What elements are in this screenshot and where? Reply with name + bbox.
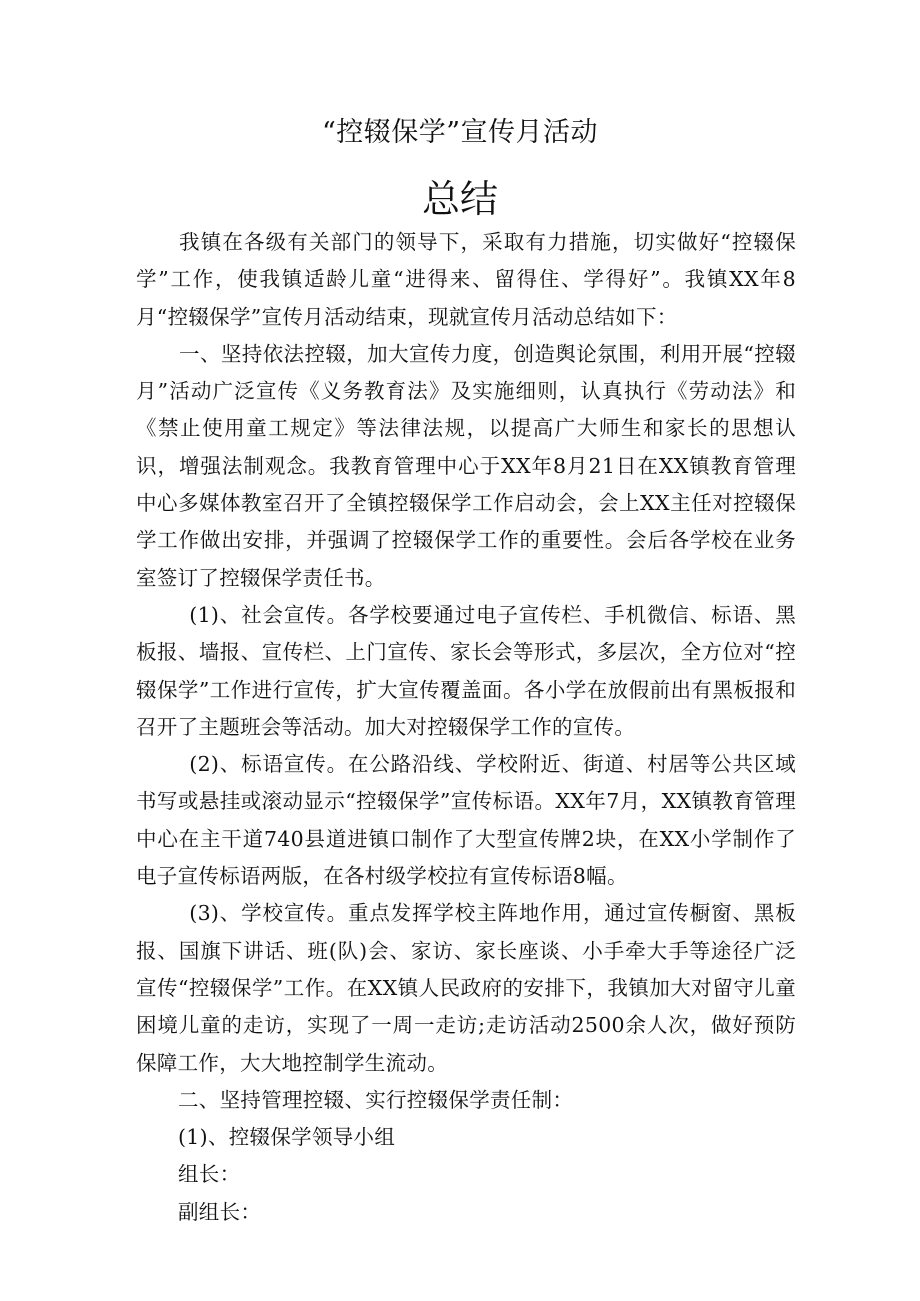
paragraph-section-2: 二、坚持管理控辍、实行控辍保学责任制： bbox=[178, 1087, 574, 1112]
document-title: “控辍保学”宣传月活动 bbox=[321, 117, 599, 148]
document-subtitle: 总结 bbox=[421, 177, 498, 221]
paragraph-slogan-publicity: (2)、标语宣传。在公路沿线、学校附近、街道、村居等公共区域书写或悬挂或滚动显示“控辍保学”宣传标语。XX年7月，XX镇教育管理中心在主干道740县道进镇口制作了大型宣传牌2块，在XX小学制作了电子宣传标语两版，在各村级学校拉有宣传标语8幅。 bbox=[136, 752, 796, 889]
paragraph-leading-group: (1)、控辍保学领导小组 bbox=[178, 1125, 396, 1150]
paragraph-social-publicity: (1)、社会宣传。各学校要通过电子宣传栏、手机微信、标语、黑板报、墙报、宣传栏、上门宣传、家长会等形式，多层次，全方位对“控辍保学”工作进行宣传，扩大宣传覆盖面。各小学在放假前出有黑板报和召开了主题班会等活动。加大对控辍保学工作的宣传。 bbox=[136, 602, 796, 739]
document-body bbox=[136, 224, 796, 1231]
paragraph-deputy-leader: 副组长： bbox=[178, 1199, 262, 1224]
paragraph-group-leader: 组长： bbox=[178, 1162, 241, 1187]
paragraph-school-publicity: (3)、学校宣传。重点发挥学校主阵地作用，通过宣传橱窗、黑板报、国旗下讲话、班(队)会、家访、家长座谈、小手牵大手等途径广泛宣传“控辍保学”工作。在XX镇人民政府的安排下，我镇加大对留守儿童困境儿童的走访，实现了一周一走访;走访活动2500余人次，做好预防保障工作，大大地控制学生流动。 bbox=[136, 901, 796, 1075]
paragraph-intro: 我镇在各级有关部门的领导下，采取有力措施，切实做好“控辍保学”工作，使我镇适龄儿童“进得来、留得住、学得好”。我镇XX年8月“控辍保学”宣传月活动结束，现就宣传月活动总结如下： bbox=[136, 230, 796, 329]
paragraph-section-1: 一、坚持依法控辍，加大宣传力度，创造舆论氛围，利用开展“控辍月”活动广泛宣传《义务教育法》及实施细则，认真执行《劳动法》和《禁止使用童工规定》等法律法规，以提高广大师生和家长的思想认识，增强法制观念。我教育管理中心于XX年8月21日在XX镇教育管理中心多媒体教室召开了全镇控辍保学工作启动会，会上XX主任对控辍保学工作做出安排，并强调了控辍保学工作的重要性。会后各学校在业务室签订了控辍保学责任书。 bbox=[136, 341, 796, 590]
